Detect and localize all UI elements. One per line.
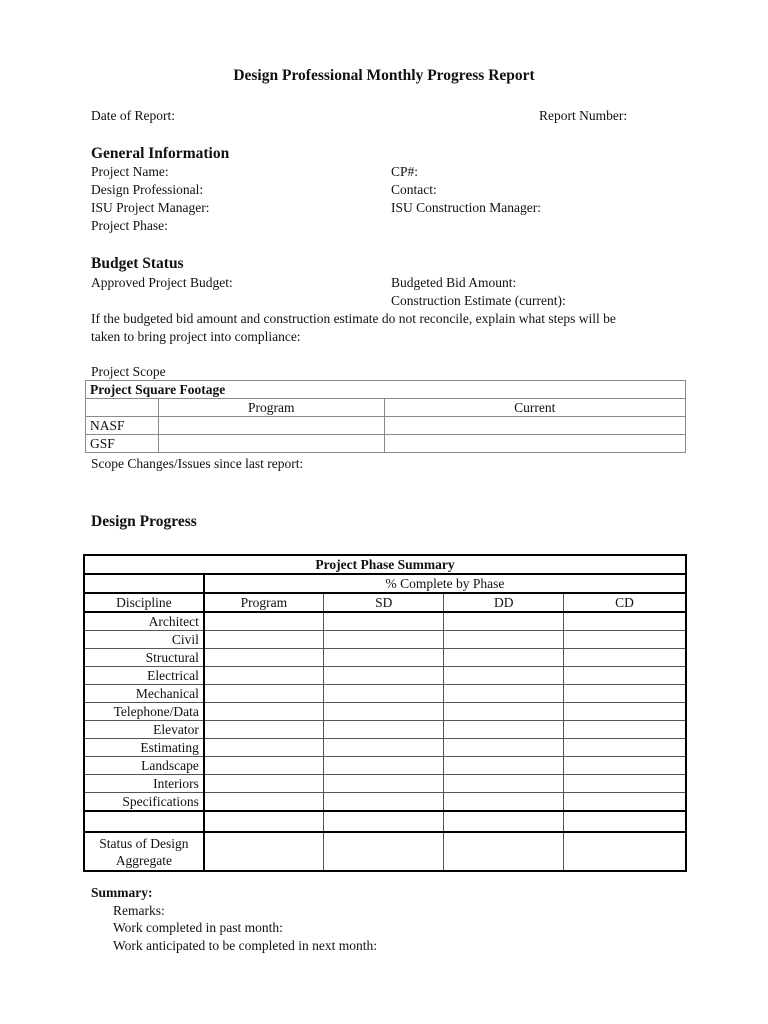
discipline-label: Civil <box>84 631 204 649</box>
table-cell[interactable] <box>324 667 444 685</box>
square-footage-title: Project Square Footage <box>86 381 686 399</box>
table-cell[interactable] <box>444 685 564 703</box>
budgeted-bid-label: Budgeted Bid Amount: <box>391 275 517 290</box>
table-cell[interactable] <box>324 612 444 631</box>
table-row <box>84 703 686 721</box>
table-cell[interactable] <box>204 793 324 812</box>
table-cell[interactable] <box>563 612 686 631</box>
table-cell[interactable] <box>324 631 444 649</box>
table-cell[interactable] <box>563 685 686 703</box>
status-line1: Status of Design <box>99 836 189 851</box>
discipline-label: Estimating <box>84 739 204 757</box>
table-cell[interactable] <box>444 631 564 649</box>
table-cell[interactable] <box>444 612 564 631</box>
percent-complete-header: % Complete by Phase <box>204 574 686 593</box>
square-footage-table <box>85 380 686 453</box>
column-header-discipline: Discipline <box>84 593 204 612</box>
table-cell[interactable] <box>204 757 324 775</box>
remarks-label: Remarks: <box>113 903 165 918</box>
work-completed-label: Work completed in past month: <box>113 920 283 935</box>
table-cell[interactable] <box>563 649 686 667</box>
table-cell[interactable] <box>204 685 324 703</box>
summary-label: Summary: <box>91 885 153 900</box>
budget-note-line2: taken to bring project into compliance: <box>91 329 301 344</box>
discipline-label: Structural <box>84 649 204 667</box>
table-cell[interactable] <box>444 811 564 832</box>
table-cell[interactable] <box>384 417 685 435</box>
table-cell[interactable] <box>324 649 444 667</box>
discipline-label: Elevator <box>84 721 204 739</box>
discipline-label: Landscape <box>84 757 204 775</box>
status-of-design-aggregate-label <box>84 832 204 871</box>
table-cell[interactable] <box>324 775 444 793</box>
table-cell[interactable] <box>204 667 324 685</box>
table-row <box>84 631 686 649</box>
project-phase-label: Project Phase: <box>91 218 168 233</box>
table-cell[interactable] <box>204 739 324 757</box>
report-number-label: Report Number: <box>539 108 628 123</box>
row-label-gsf: GSF <box>86 435 159 453</box>
cp-number-label: CP#: <box>391 164 419 179</box>
discipline-label: Telephone/Data <box>84 703 204 721</box>
table-row <box>84 612 686 631</box>
column-header-program: Program <box>158 399 384 417</box>
table-row <box>84 793 686 812</box>
table-cell[interactable] <box>204 775 324 793</box>
column-header-cd: CD <box>563 593 686 612</box>
table-cell[interactable] <box>563 757 686 775</box>
table-cell[interactable] <box>563 832 686 871</box>
table-row <box>84 757 686 775</box>
table-cell[interactable] <box>563 811 686 832</box>
row-label-nasf: NASF <box>86 417 159 435</box>
table-cell[interactable] <box>204 612 324 631</box>
construction-estimate-label: Construction Estimate (current): <box>391 293 566 308</box>
table-cell[interactable] <box>444 649 564 667</box>
table-cell[interactable] <box>324 703 444 721</box>
table-cell[interactable] <box>324 739 444 757</box>
budget-note-line1: If the budgeted bid amount and construction estimate do not reconcile, explain what steps will be <box>91 311 616 326</box>
general-information-heading: General Information <box>91 145 230 162</box>
contact-label: Contact: <box>391 182 437 197</box>
table-row <box>84 775 686 793</box>
project-scope-label: Project Scope <box>91 364 166 379</box>
work-anticipated-label: Work anticipated to be completed in next month: <box>113 938 377 953</box>
table-cell[interactable] <box>563 793 686 812</box>
table-row <box>84 667 686 685</box>
table-row <box>84 685 686 703</box>
table-cell[interactable] <box>444 721 564 739</box>
table-cell[interactable] <box>444 757 564 775</box>
table-cell[interactable] <box>563 703 686 721</box>
discipline-label: Mechanical <box>84 685 204 703</box>
project-name-label: Project Name: <box>91 164 169 179</box>
table-cell[interactable] <box>324 793 444 812</box>
table-cell[interactable] <box>204 703 324 721</box>
table-cell[interactable] <box>444 775 564 793</box>
table-cell[interactable] <box>204 649 324 667</box>
status-line2: Aggregate <box>115 853 173 868</box>
table-cell[interactable] <box>563 721 686 739</box>
phase-summary-title: Project Phase Summary <box>84 555 686 574</box>
table-cell[interactable] <box>563 775 686 793</box>
discipline-label: Electrical <box>84 667 204 685</box>
table-cell[interactable] <box>204 721 324 739</box>
table-cell[interactable] <box>324 811 444 832</box>
discipline-label: Specifications <box>84 793 204 812</box>
budget-status-heading: Budget Status <box>91 255 184 272</box>
column-header-sd: SD <box>324 593 444 612</box>
table-cell[interactable] <box>563 631 686 649</box>
table-row <box>84 649 686 667</box>
design-progress-heading: Design Progress <box>91 513 197 530</box>
table-cell[interactable] <box>563 667 686 685</box>
date-of-report-label: Date of Report: <box>91 108 175 123</box>
page-title: Design Professional Monthly Progress Report <box>233 67 535 84</box>
scope-changes-label: Scope Changes/Issues since last report: <box>91 456 304 471</box>
table-cell[interactable] <box>158 435 384 453</box>
table-cell[interactable] <box>158 417 384 435</box>
discipline-label: Architect <box>84 612 204 631</box>
table-row <box>84 721 686 739</box>
table-cell[interactable] <box>324 721 444 739</box>
column-header-current: Current <box>384 399 685 417</box>
table-cell[interactable] <box>204 631 324 649</box>
table-cell[interactable] <box>324 832 444 871</box>
table-cell[interactable] <box>444 739 564 757</box>
table-cell[interactable] <box>444 667 564 685</box>
column-header-program: Program <box>204 593 324 612</box>
discipline-label: Interiors <box>84 775 204 793</box>
table-cell[interactable] <box>324 685 444 703</box>
table-cell[interactable] <box>444 793 564 812</box>
table-cell <box>86 399 159 417</box>
phase-summary-table <box>83 554 687 872</box>
table-cell[interactable] <box>204 832 324 871</box>
isu-construction-manager-label: ISU Construction Manager: <box>391 200 541 215</box>
table-row <box>84 739 686 757</box>
table-cell <box>84 811 204 832</box>
design-professional-label: Design Professional: <box>91 182 204 197</box>
table-cell[interactable] <box>384 435 685 453</box>
table-cell[interactable] <box>444 703 564 721</box>
table-cell <box>84 574 204 593</box>
approved-budget-label: Approved Project Budget: <box>91 275 233 290</box>
table-cell[interactable] <box>324 757 444 775</box>
column-header-dd: DD <box>444 593 564 612</box>
isu-project-manager-label: ISU Project Manager: <box>91 200 210 215</box>
table-cell[interactable] <box>563 739 686 757</box>
table-cell[interactable] <box>204 811 324 832</box>
table-cell[interactable] <box>444 832 564 871</box>
